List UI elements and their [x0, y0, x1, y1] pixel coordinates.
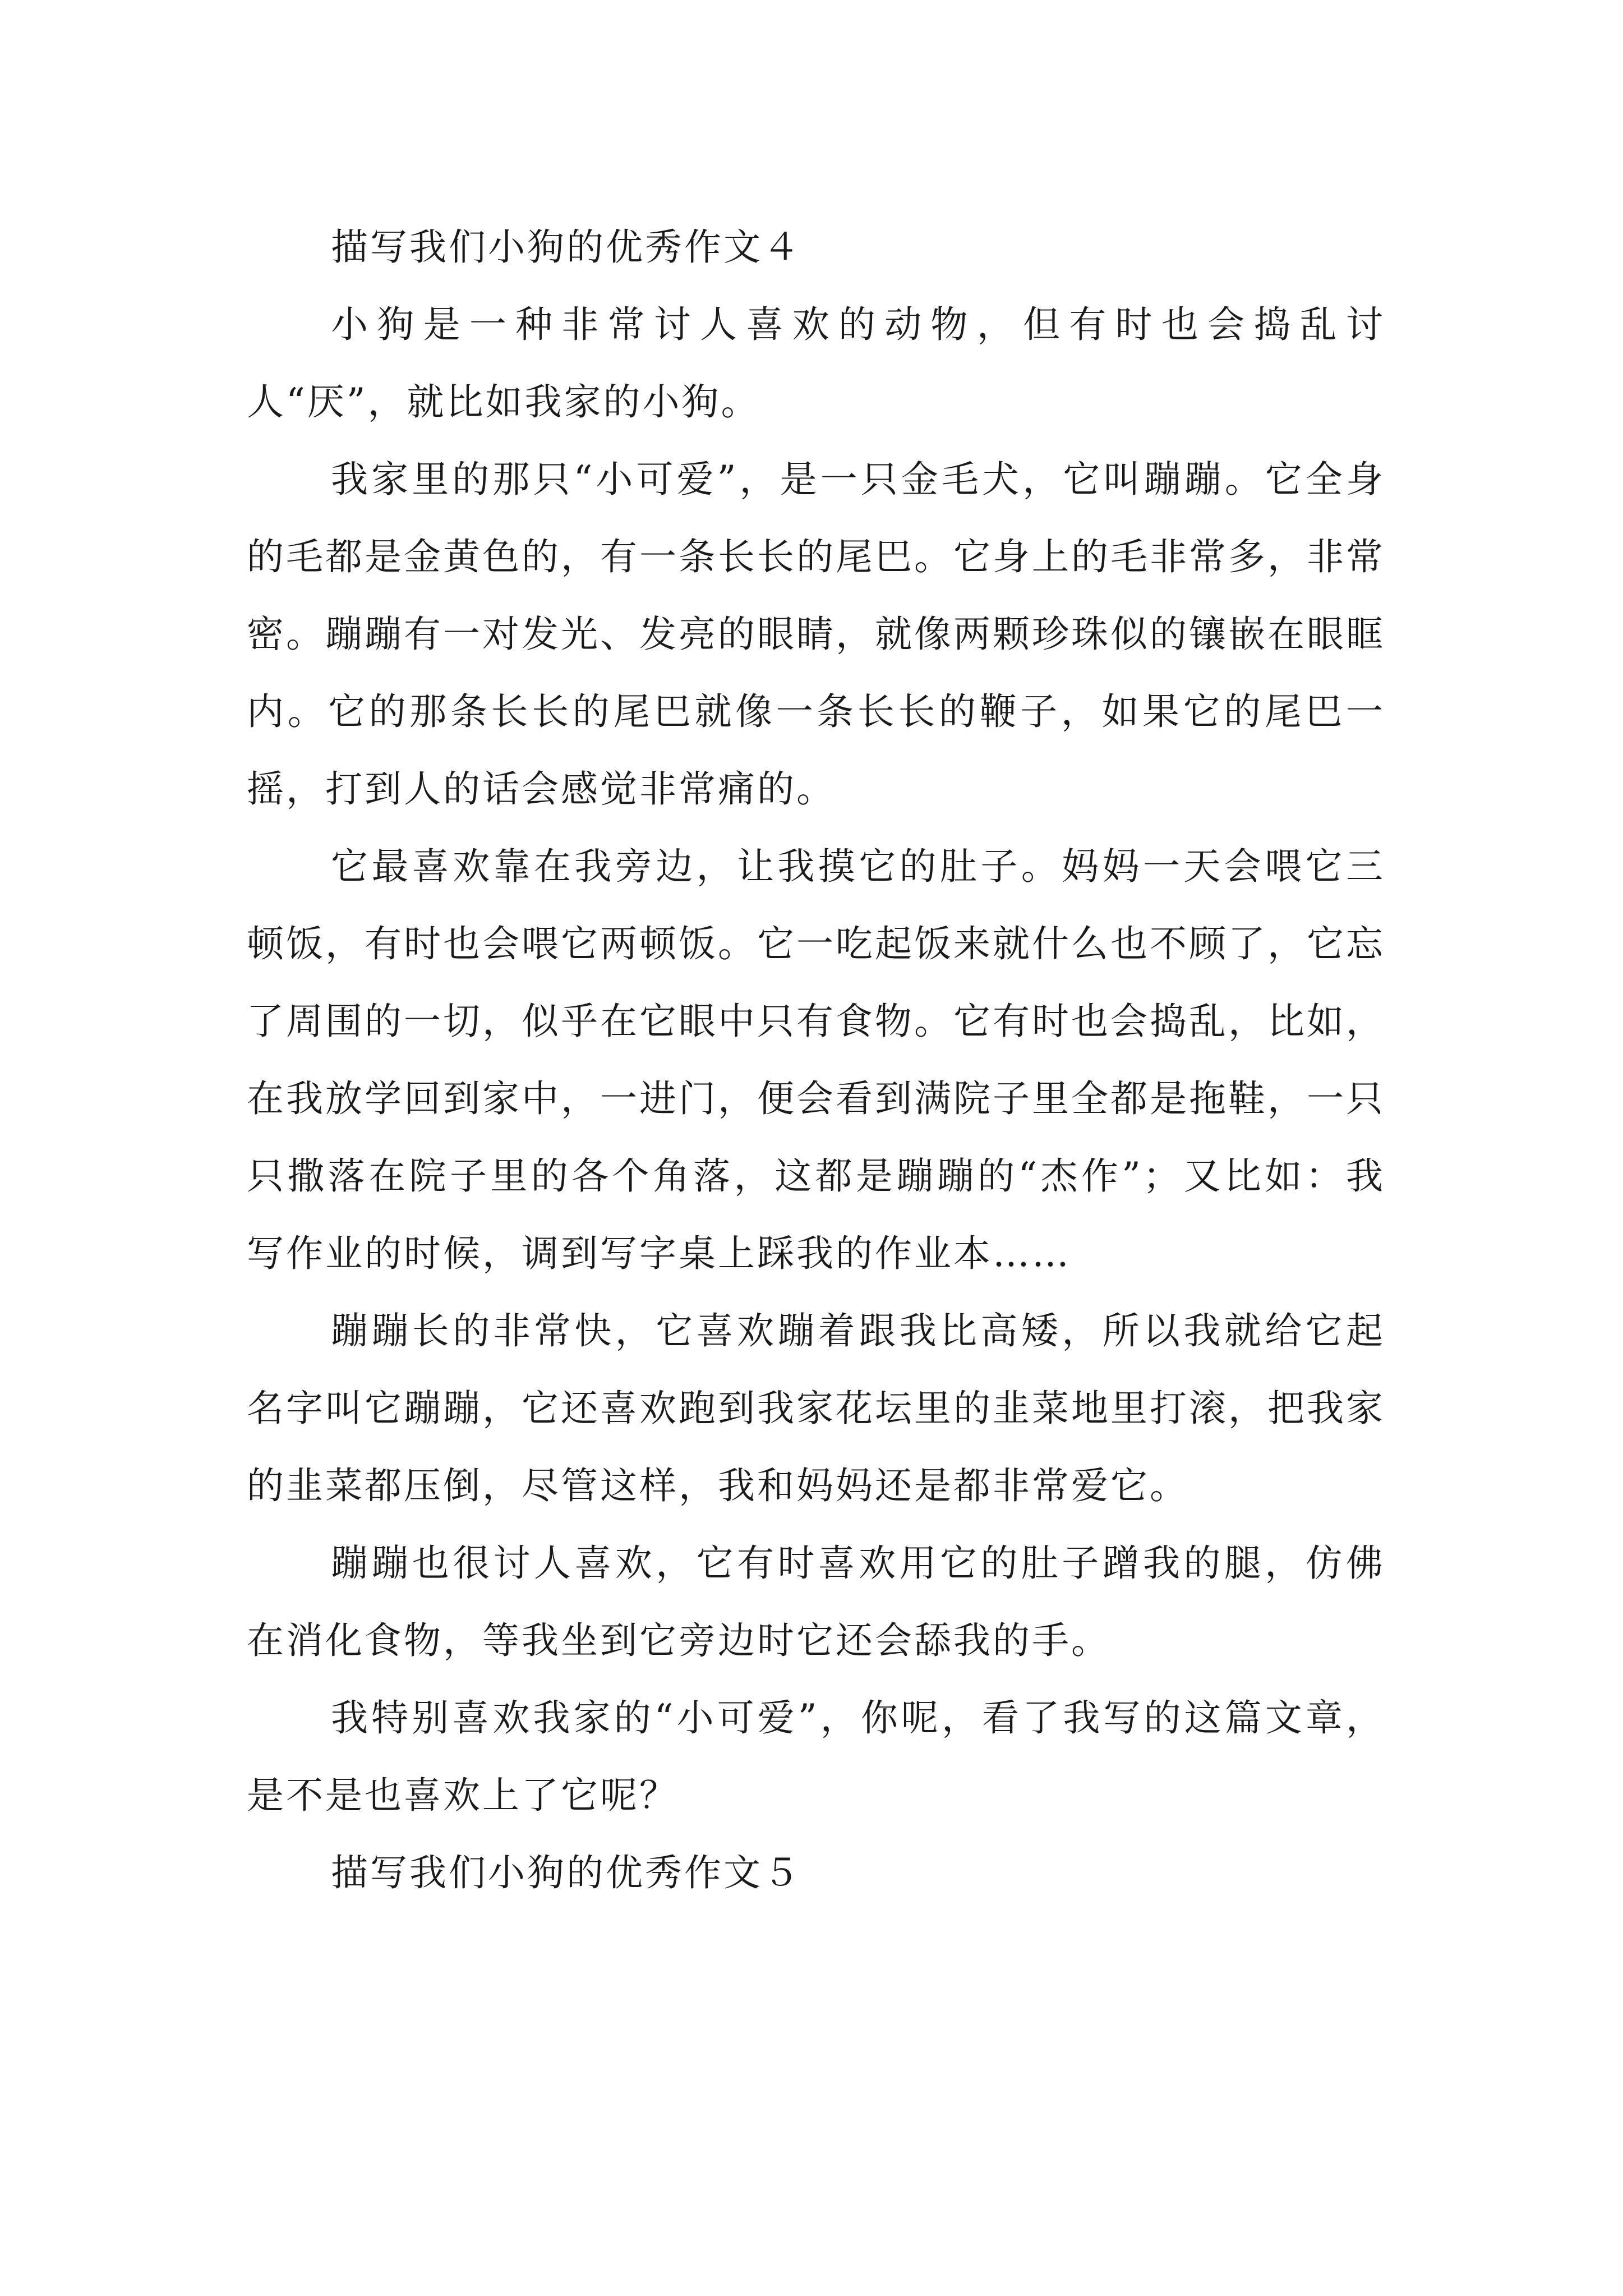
essay-heading-5: 描写我们小狗的优秀作文５ — [331, 1851, 802, 1894]
document-body — [247, 209, 1385, 1912]
paragraph-2: 我家里的那只“小可爱”，是一只金毛犬，它叫蹦蹦。它全身的毛都是金黄色的，有一条长长的尾巴。它身上的毛非常多，非常密。蹦蹦有一对发光、发亮的眼睛，就像两颗珍珠似的镶嵌在眼眶内。它的那条长长的尾巴就像一条长长的鞭子，如果它的尾巴一摇，打到人的话会感觉非常痛的。 — [247, 458, 1385, 811]
paragraph-5: 蹦蹦也很讨人喜欢，它有时喜欢用它的肚子蹭我的腿，仿佛在消化食物，等我坐到它旁边时它还会舔我的手。 — [247, 1542, 1385, 1662]
paragraph-1: 小狗是一种非常讨人喜欢的动物，但有时也会捣乱讨人“厌”，就比如我家的小狗。 — [247, 303, 1385, 424]
paragraph-3: 它最喜欢靠在我旁边，让我摸它的肚子。妈妈一天会喂它三顿饭，有时也会喂它两顿饭。它一吃起饭来就什么也不顾了，它忘了周围的一切，似乎在它眼中只有食物。它有时也会捣乱，比如，在我放学回到家中，一进门，便会看到满院子里全都是拖鞋，一只只撒落在院子里的各个角落，这都是蹦蹦的“杰作”；又比如：我写作业的时候，调到写字桌上踩我的作业本…… — [247, 845, 1385, 1275]
essay-heading-4: 描写我们小狗的优秀作文４ — [331, 226, 802, 269]
paragraph-6: 我特别喜欢我家的“小可爱”，你呢，看了我写的这篇文章，是不是也喜欢上了它呢？ — [247, 1696, 1385, 1817]
paragraph-4: 蹦蹦长的非常快，它喜欢蹦着跟我比高矮，所以我就给它起名字叫它蹦蹦，它还喜欢跑到我家花坛里的韭菜地里打滚，把我家的韭菜都压倒，尽管这样，我和妈妈还是都非常爱它。 — [247, 1309, 1385, 1507]
